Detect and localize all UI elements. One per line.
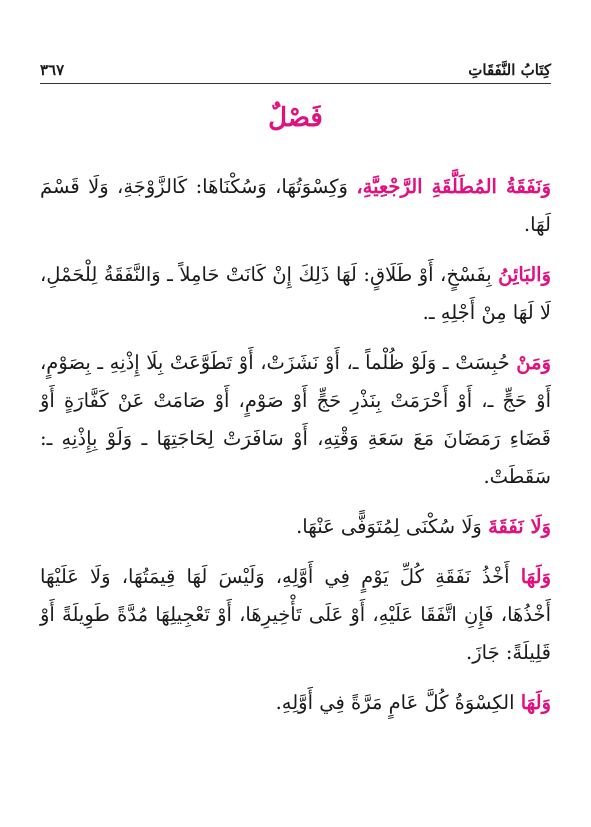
paragraph-keyword: وَلَهَا bbox=[520, 565, 551, 588]
paragraph-keyword: وَالبَائِنُ bbox=[498, 263, 551, 286]
paragraph-keyword: وَنَفَقَةُ المُطَلَّقَةِ الرَّجْعِيَّةِ، bbox=[356, 175, 551, 198]
paragraph-text: بِفَسْخٍ، أَوْ طَلَاقٍ: لَهَا ذَلِكَ إِنْ كَانَتْ حَامِلاً ـ وَالنَّفَقَةُ لِلْحَمْلِ، لَا لَهَا مِنْ أَجْلِهِ ـ. bbox=[40, 263, 551, 324]
paragraph-text: حُبِسَتْ ـ وَلَوْ ظُلْماً ـ، أَوْ نَشَزَتْ، أَوْ تَطَوَّعَتْ بِلَا إِذْنِهِ ـ بِصَوْمٍ، أَوْ حَجٍّ ـ، أَوْ أَحْرَمَتْ بِنَذْرِ حَجٍّ أَوْ صَوْمٍ، أَوْ صَامَتْ عَنْ كَفَّارَةٍ أَوْ قَضَاءِ رَمَضَانَ مَعَ سَعَةِ وَقْتِهِ، أَوْ سَافَرَتْ لِحَاجَتِهَا ـ وَلَوْ بِإِذْنِهِ ـ: سَقَطَتْ. bbox=[40, 351, 551, 488]
paragraph bbox=[40, 168, 551, 244]
paragraph bbox=[40, 684, 551, 722]
paragraph-keyword: وَلَهَا bbox=[520, 691, 551, 714]
paragraph-keyword: وَلَا نَفَقَةَ bbox=[488, 515, 551, 538]
paragraph bbox=[40, 508, 551, 546]
paragraph-text: الكِسْوَةُ كُلَّ عَامٍ مَرَّةً فِي أَوَّلِهِ. bbox=[275, 691, 521, 714]
section-heading: فَصْلٌ bbox=[268, 103, 323, 133]
page-header bbox=[40, 52, 551, 84]
paragraph-keyword: وَمَنْ bbox=[516, 351, 551, 374]
body-text bbox=[40, 168, 551, 734]
paragraph-text: وَلَا سُكْنَى لِمُتَوَفًّى عَنْهَا. bbox=[296, 515, 489, 538]
page-number: ٣٦٧ bbox=[40, 61, 65, 79]
paragraph-text: وَكِسْوَتُهَا، وَسُكْنَاهَا: كَالزَّوْجَةِ، وَلَا قَسْمَ لَهَا. bbox=[40, 175, 551, 236]
paragraph-text: أَخْذُ نَفَقَةِ كُلِّ يَوْمٍ فِي أَوَّلِهِ، وَلَيْسَ لَهَا قِيمَتُهَا، وَلَا عَلَيْهَا أَخْذُهَا، فَإِنِ اتَّفَقَا عَلَيْهِ، أَوْ عَلَى تَأْخِيرِهَا، أَوْ تَعْجِيلِهَا مُدَّةً طَوِيلَةً أَوْ قَلِيلَةً: جَازَ. bbox=[40, 565, 551, 664]
paragraph bbox=[40, 256, 551, 332]
running-title: كِتَابُ النَّفَقَاتِ bbox=[468, 61, 551, 79]
paragraph bbox=[40, 344, 551, 496]
paragraph bbox=[40, 558, 551, 672]
